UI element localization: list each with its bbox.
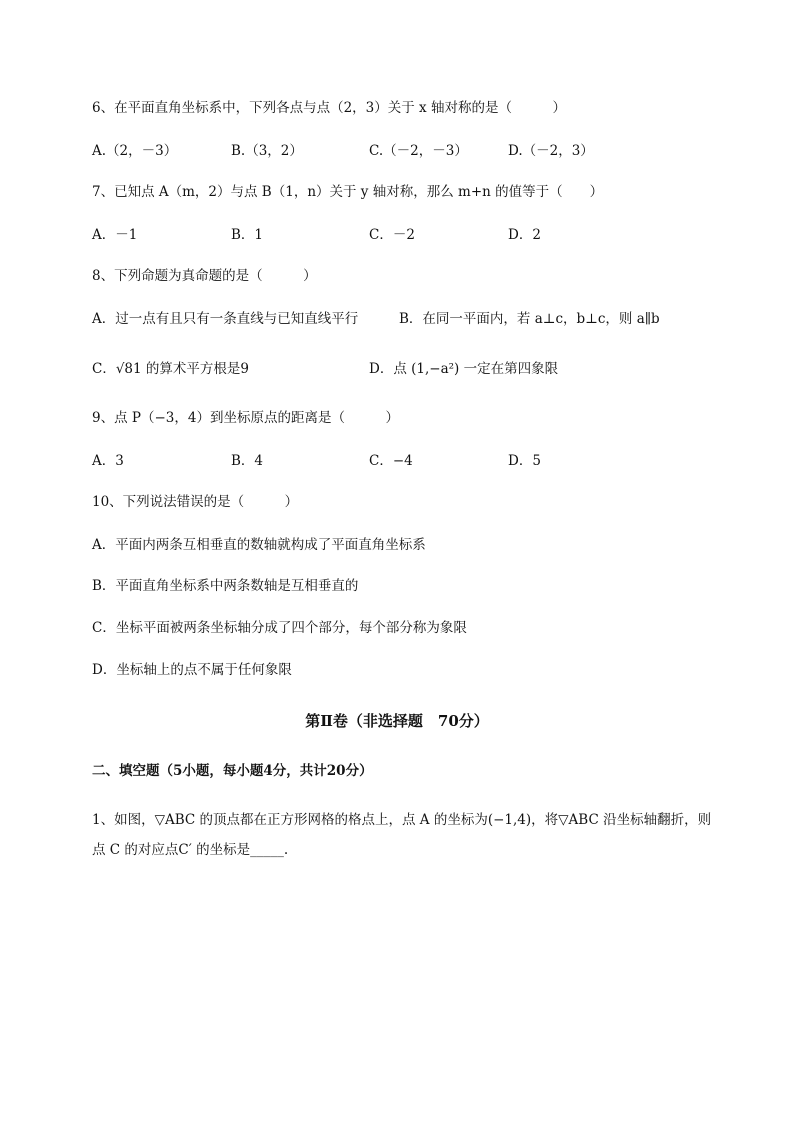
question-10-option-a: A．平面内两条互相垂直的数轴就构成了平面直角坐标系: [92, 537, 426, 553]
question-9-option-a: A．3: [92, 453, 124, 469]
question-8-stem: 8、下列命题为真命题的是（ ）: [92, 268, 317, 284]
question-6-option-b: B.（3，2）: [231, 143, 303, 159]
question-6-options: [92, 141, 712, 161]
question-7-option-c: C．－2: [369, 227, 415, 243]
question-9-option-d: D．5: [508, 453, 541, 469]
question-7-option-d: D．2: [508, 227, 541, 243]
question-6-option-d: D.（－2，3）: [508, 143, 594, 159]
question-8-option-b: B．在同一平面内，若 a⊥c，b⊥c，则 a∥b: [399, 311, 660, 327]
fill-blank-section-heading: 二、填空题（5小题，每小题4分，共计20分）: [92, 763, 373, 779]
fill-question-1-line-2: 点 C 的对应点C′ 的坐标是_____.: [92, 842, 289, 858]
question-8-option-d: D．点 (1,−a²) 一定在第四象限: [369, 361, 559, 377]
question-9-stem: 9、点 P（−3，4）到坐标原点的距离是（ ）: [92, 410, 399, 426]
question-7-options: [92, 225, 712, 245]
question-10-option-b: B．平面直角坐标系中两条数轴是互相垂直的: [92, 578, 359, 594]
fill-question-1-line-1: 1、如图，▽ABC 的顶点都在正方形网格的格点上，点 A 的坐标为(−1,4)，将▽ABC 沿坐标轴翻折，则: [92, 812, 712, 828]
question-9-option-b: B．4: [231, 453, 264, 469]
question-8-option-a: A．过一点有且只有一条直线与已知直线平行: [92, 311, 359, 327]
question-10-stem: 10、下列说法错误的是（ ）: [92, 494, 299, 510]
question-6-option-a: A.（2，－3）: [92, 143, 178, 159]
question-8-options-row2: [92, 359, 712, 379]
question-7-option-b: B．1: [231, 227, 264, 243]
part-2-title: 第Ⅱ卷（非选择题 70分）: [305, 712, 489, 730]
question-7-option-a: A．－1: [92, 227, 138, 243]
question-10-option-c: C．坐标平面被两条坐标轴分成了四个部分，每个部分称为象限: [92, 620, 467, 636]
question-9-options: [92, 451, 712, 471]
question-10-option-d: D．坐标轴上的点不属于任何象限: [92, 662, 292, 678]
question-9-option-c: C．−4: [369, 453, 413, 469]
question-8-options-row1: [92, 309, 712, 329]
question-6-stem: 6、在平面直角坐标系中，下列各点与点（2，3）关于 x 轴对称的是（ ）: [92, 100, 566, 116]
fill-question-1: [92, 805, 742, 865]
question-6-option-c: C.（－2，－3）: [369, 143, 468, 159]
question-7-stem: 7、已知点 A（m，2）与点 B（1，n）关于 y 轴对称，那么 m+n 的值等于（ ）: [92, 184, 604, 200]
question-8-option-c: C．√81 的算术平方根是9: [92, 361, 249, 377]
